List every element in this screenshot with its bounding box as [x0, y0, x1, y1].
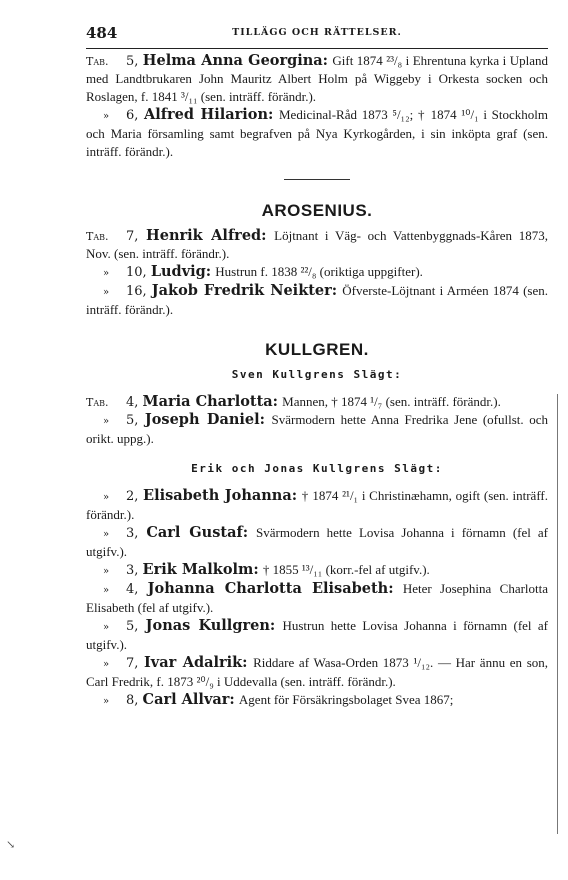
entry-text: † 1855 ¹³/₁₁ (korr.-fel af utgifv.).	[262, 562, 430, 577]
entry-name: Maria Charlotta:	[142, 393, 279, 410]
bullet-mark: »	[102, 696, 110, 707]
entry-text: Svärmodern hette Lovisa Johanna i förnamn (fel af utgifv.).	[86, 525, 549, 559]
bullet-mark: »	[102, 659, 110, 670]
entry-text: Öfverste-Löjtnant i Arméen 1874 (sen. inträff. förändr.).	[86, 283, 548, 317]
entry: » 2, Elisabeth Johanna: † 1874 ²¹/₁ i Christinæhamn, ogift (sen. inträff. förändr.).	[86, 487, 548, 522]
entry-text: Medicinal-Råd 1873 ⁵/₁₂; † 1874 ¹⁰/₁ i Stockholm och Maria församling samt begrafven på Nya Kyrkogården, i sin inköpta graf (sen. inträff. förändr.).	[86, 107, 549, 159]
entry-number: 10	[126, 265, 143, 280]
entry-number: 3	[126, 526, 135, 541]
section-title: AROSENIUS.	[261, 201, 373, 220]
entry-number: 8	[126, 693, 135, 708]
entry-name: Joseph Daniel:	[144, 411, 265, 428]
section-divider	[284, 179, 350, 180]
entry-number: 5	[126, 413, 135, 428]
tab-label: Tab.	[86, 55, 109, 68]
entry-number: 6	[126, 108, 135, 123]
bullet-mark: »	[102, 287, 110, 298]
bullet-mark: »	[102, 492, 110, 503]
entry: » 5, Joseph Daniel: Svärmodern hette Anna Fredrika Jene (ofullst. och orikt. uppg.).	[86, 411, 548, 446]
entry: » 3, Erik Malkolm: † 1855 ¹³/₁₁ (korr.-fel af utgifv.).	[86, 561, 548, 580]
entry-text: Riddare af Wasa-Orden 1873 ¹/₁₂. — Har ännu en son, Carl Fredrik, f. 1873 ²⁰/₉ i Uddevalla (sen. inträff. förändr.).	[86, 655, 549, 689]
entry-text: Hustrun f. 1838 ²²/₈ (oriktiga uppgifter).	[215, 264, 423, 279]
entry-number: 5	[126, 54, 135, 69]
bullet-mark: »	[102, 585, 110, 596]
entry-name: Ludvig:	[150, 263, 212, 280]
bullet-mark: »	[102, 268, 110, 279]
entry-name: Jakob Fredrik Neikter:	[151, 282, 338, 299]
entry-name: Elisabeth Johanna:	[143, 487, 298, 504]
bullet-mark: »	[102, 622, 110, 633]
entry-text: † 1874 ²¹/₁ i Christinæhamn, ogift (sen. inträff. förändr.).	[86, 488, 548, 522]
entry: » 16, Jakob Fredrik Neikter: Öfverste-Löjtnant i Arméen 1874 (sen. inträff. förändr.).	[86, 282, 548, 317]
entry: » 8, Carl Allvar: Agent för Försäkringsbolaget Svea 1867;	[86, 691, 548, 710]
entry-text: Mannen, † 1874 ¹/₇ (sen. inträff. förändr.).	[282, 394, 501, 409]
entry-name: Jonas Kullgren:	[145, 617, 276, 634]
entry-text: Svärmodern hette Anna Fredrika Jene (ofullst. och orikt. uppg.).	[86, 412, 548, 446]
bullet-mark: »	[102, 529, 110, 540]
header-rule	[86, 48, 548, 49]
page-number: 484	[86, 24, 118, 42]
section-title: KULLGREN.	[265, 340, 369, 359]
entry-name: Erik Malkolm:	[142, 561, 259, 578]
entry: » 10, Ludvig: Hustrun f. 1838 ²²/₈ (oriktiga uppgifter).	[86, 263, 548, 282]
page-header	[86, 24, 548, 42]
entry: » 5, Jonas Kullgren: Hustrun hette Lovisa Johanna i förnamn (fel af utgifv.).	[86, 617, 549, 652]
bullet-mark: »	[102, 111, 110, 122]
entry-text: Löjtnant i Väg- och Vattenbyggnads-Kåren 1873, Nov. (sen. inträff. förändr.).	[86, 228, 549, 261]
entry-name: Carl Allvar:	[142, 691, 235, 708]
entry-text: Gift 1874 ²³/₈ i Ehrentuna kyrka i Upland med Landtbrukaren John Mauritz Albert Holm på Wiggeby i Orkesta socken och Roslagen, f. 1841 ³/₁₁ (sen. inträff. förändr.).	[86, 53, 548, 104]
scan-edge-line	[557, 394, 558, 834]
entry-number: 16	[126, 284, 143, 299]
entry: » 6, Alfred Hilarion: Medicinal-Råd 1873 ⁵/₁₂; † 1874 ¹⁰/₁ i Stockholm och Maria församling samt begrafven på Nya Kyrkogården, i sin inköpta graf (sen. inträff. förändr.).	[86, 106, 549, 159]
bullet-mark: »	[102, 416, 110, 427]
tab-label: Tab.	[86, 230, 109, 243]
entry-number: 2	[126, 489, 135, 504]
entry-number: 5	[126, 619, 135, 634]
entry-name: Alfred Hilarion:	[144, 106, 274, 123]
entry-name: Carl Gustaf:	[146, 524, 249, 541]
tab-label: Tab.	[86, 396, 109, 409]
entry-name: Ivar Adalrik:	[143, 654, 248, 671]
entry-number: 4	[126, 582, 135, 597]
entry-number: 3	[126, 563, 135, 578]
page-content	[86, 52, 548, 710]
entry-name: Henrik Alfred:	[146, 227, 267, 244]
entry-number: 4	[126, 395, 135, 410]
subsection-title: Sven Kullgrens Slägt:	[231, 368, 403, 381]
entry: Tab. 7, Henrik Alfred: Löjtnant i Väg- och Vattenbyggnads-Kåren 1873, Nov. (sen. inträff. förändr.).	[86, 227, 549, 261]
entry: » 4, Johanna Charlotta Elisabeth: Heter Josephina Charlotta Elisabeth (fel af utgifv.).	[86, 580, 549, 615]
entry: Tab. 4, Maria Charlotta: Mannen, † 1874 ¹/₇ (sen. inträff. förändr.).	[86, 393, 501, 410]
entry-number: 7	[126, 229, 135, 244]
entry-name: Helma Anna Georgina:	[142, 52, 329, 69]
entry: Tab. 5, Helma Anna Georgina: Gift 1874 ²³/₈ i Ehrentuna kyrka i Upland med Landtbrukaren John Mauritz Albert Holm på Wiggeby i Orkesta socken och Roslagen, f. 1841 ³/₁₁ (sen. inträff. förändr.).	[86, 52, 548, 104]
entry: » 3, Carl Gustaf: Svärmodern hette Lovisa Johanna i förnamn (fel af utgifv.).	[86, 524, 549, 559]
bullet-mark: »	[102, 566, 110, 577]
entry-text: Agent för Försäkringsbolaget Svea 1867;	[238, 692, 454, 707]
entry-name: Johanna Charlotta Elisabeth:	[147, 580, 394, 597]
entry-text: Hustrun hette Lovisa Johanna i förnamn (fel af utgifv.).	[86, 618, 549, 652]
entry: » 7, Ivar Adalrik: Riddare af Wasa-Orden 1873 ¹/₁₂. — Har ännu en son, Carl Fredrik, f. 1873 ²⁰/₉ i Uddevalla (sen. inträff. förändr.).	[86, 654, 549, 689]
entry-number: 7	[126, 656, 135, 671]
running-head: TILLÄGG OCH RÄTTELSER.	[232, 27, 402, 38]
subsection-title: Erik och Jonas Kullgrens Slägt:	[191, 462, 443, 475]
corner-mark: ↘	[6, 838, 16, 851]
entry-text: Heter Josephina Charlotta Elisabeth (fel af utgifv.).	[86, 581, 549, 615]
